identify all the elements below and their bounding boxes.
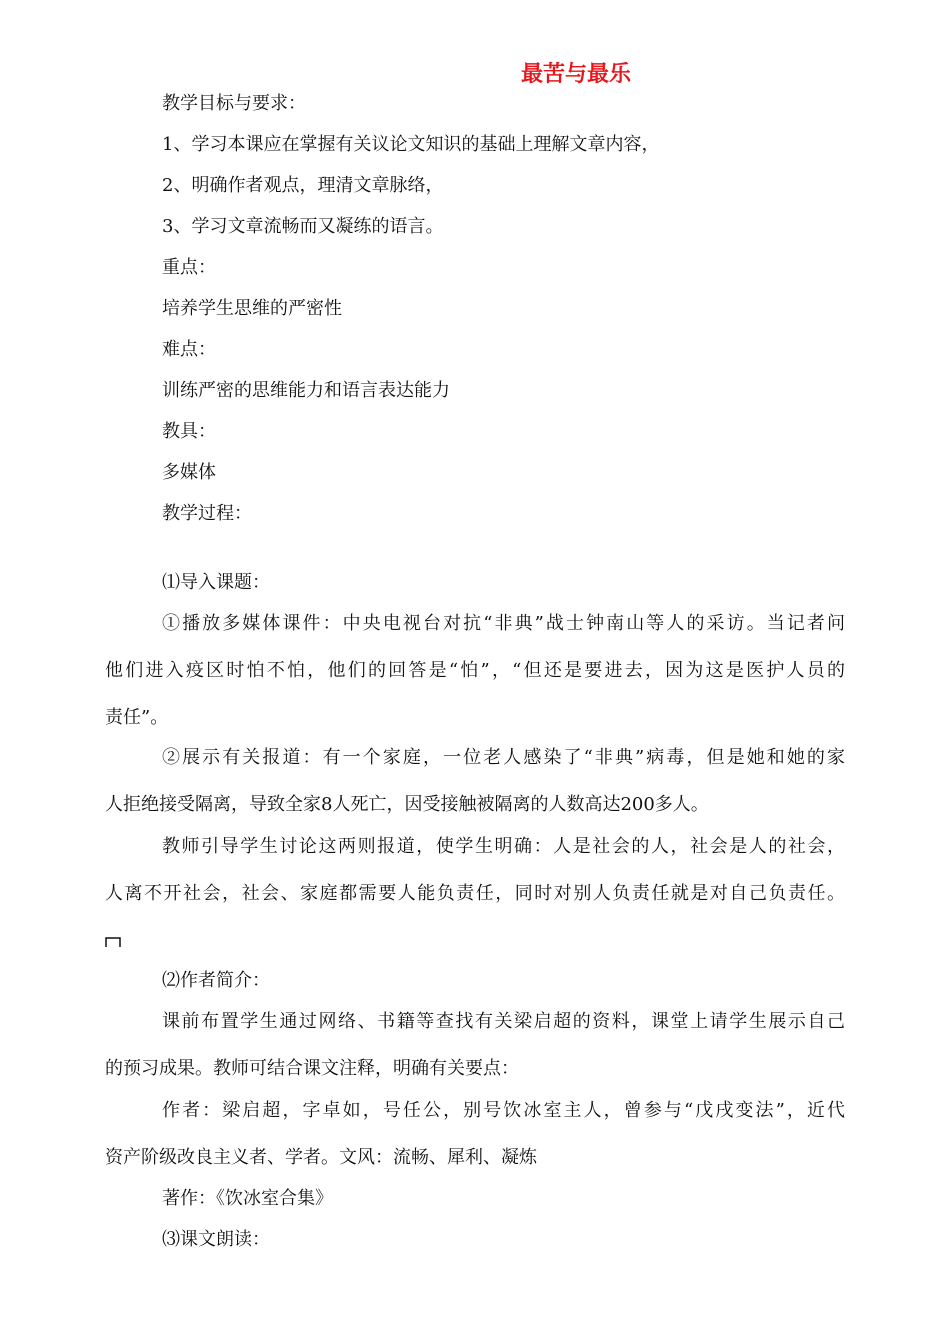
reading-heading: ⑶课文朗读： [162, 1229, 270, 1250]
objective-item: 1、学习本课应在掌握有关议论文知识的基础上理解文章内容， [162, 134, 660, 155]
intro-paragraph-2-line: ②展示有关报道：有一个家庭，一位老人感染了“非典”病毒，但是她和她的家 [162, 747, 845, 768]
document-title: 最苦与最乐 [520, 62, 631, 87]
bracket-mark-icon [105, 937, 121, 947]
intro-paragraph-1-line: ①播放多媒体课件：中央电视台对抗“非典”战士钟南山等人的采访。当记者问 [162, 613, 845, 634]
tools-text: 多媒体 [162, 462, 216, 483]
author-paragraph-1-line: 的预习成果。教师可结合课文注释，明确有关要点： [105, 1058, 519, 1079]
intro-paragraph-2-line: 人拒绝接受隔离，导致全家8人死亡，因受接触被隔离的人数高达200多人。 [105, 794, 709, 815]
author-paragraph-2-line: 作者：梁启超，字卓如，号任公，别号饮冰室主人，曾参与“戊戌变法”，近代 [162, 1100, 845, 1121]
key-point-heading: 重点： [162, 257, 216, 278]
objective-item: 2、明确作者观点，理清文章脉络， [162, 175, 444, 196]
tools-heading: 教具： [162, 421, 216, 442]
author-paragraph-1-line: 课前布置学生通过网络、书籍等查找有关梁启超的资料，课堂上请学生展示自己 [162, 1011, 845, 1032]
objectives-heading: 教学目标与要求： [162, 93, 306, 114]
intro-paragraph-1-line: 他们进入疫区时怕不怕，他们的回答是“怕”，“但还是要进去，因为这是医护人员的 [105, 660, 845, 681]
author-heading: ⑵作者简介： [162, 970, 270, 991]
intro-paragraph-3-line: 人离不开社会，社会、家庭都需要人能负责任，同时对别人负责任就是对自己负责任。 [105, 883, 845, 904]
intro-paragraph-1-line: 责任”。 [105, 707, 169, 728]
process-heading: 教学过程： [162, 503, 252, 524]
intro-paragraph-3-line: 教师引导学生讨论这两则报道，使学生明确：人是社会的人，社会是人的社会， [162, 836, 845, 857]
intro-heading: ⑴导入课题： [162, 572, 270, 593]
difficulty-text: 训练严密的思维能力和语言表达能力 [162, 380, 450, 401]
key-point-text: 培养学生思维的严密性 [162, 298, 342, 319]
works-text: 著作：《饮冰室合集》 [162, 1188, 333, 1209]
objective-item: 3、学习文章流畅而又凝练的语言。 [162, 216, 444, 237]
author-paragraph-2-line: 资产阶级改良主义者、学者。文风：流畅、犀利、凝炼 [105, 1147, 537, 1168]
difficulty-heading: 难点： [162, 339, 216, 360]
